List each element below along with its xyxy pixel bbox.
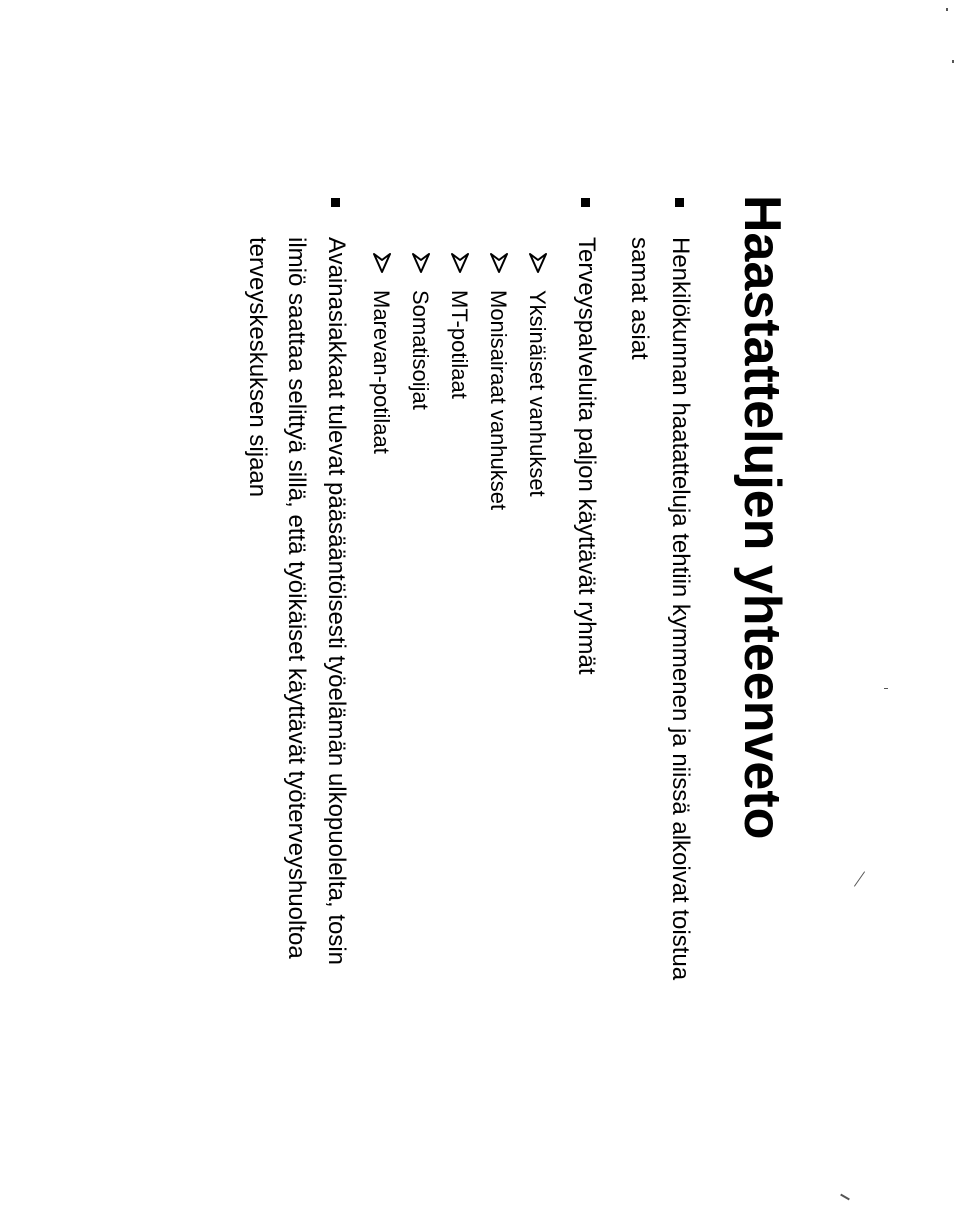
sub-item-text: Somatisoijat [408,290,433,410]
bullet-text-line: Terveyspalveluita paljon käyttävät ryhmät [573,237,600,675]
scan-speck [840,1194,850,1201]
arrowhead-bullet-icon [528,253,548,273]
scan-speck [946,8,948,11]
sub-item-text: Yksinäiset vanhukset [525,290,550,497]
bullet-text-line: Henkilökunnan haatatteluja tehtiin kymmenen ja niissä alkoivat toistua [667,237,694,981]
bullet-text-line: ilmiö saattaa selittyä sillä, että työikäiset käyttävät työterveyshuoltoa [283,237,310,959]
bullet-text-line: Avainasiakkaat tulevat pääsääntöisesti työelämän ulkopuolelta, tosin [323,237,350,966]
arrowhead-bullet-icon [411,253,431,273]
arrowhead-bullet-icon [450,253,470,273]
scan-speck [884,688,888,689]
bullet-text-line: terveyskeskuksen sijaan [244,237,271,498]
sub-item-text: Marevan-potilaat [369,290,394,454]
square-bullet-icon [331,198,340,207]
slide-title: Haastattelujen yhteenveto [733,195,791,840]
square-bullet-icon [581,198,590,207]
bullet-text-line: samat asiat [626,237,653,360]
scan-speck [952,60,954,63]
sub-item-text: MT-potilaat [447,290,472,399]
arrowhead-bullet-icon [372,253,392,273]
scan-speck [854,871,865,886]
sub-item-text: Monisairaat vanhukset [486,290,511,511]
square-bullet-icon [675,198,684,207]
arrowhead-bullet-icon [489,253,509,273]
